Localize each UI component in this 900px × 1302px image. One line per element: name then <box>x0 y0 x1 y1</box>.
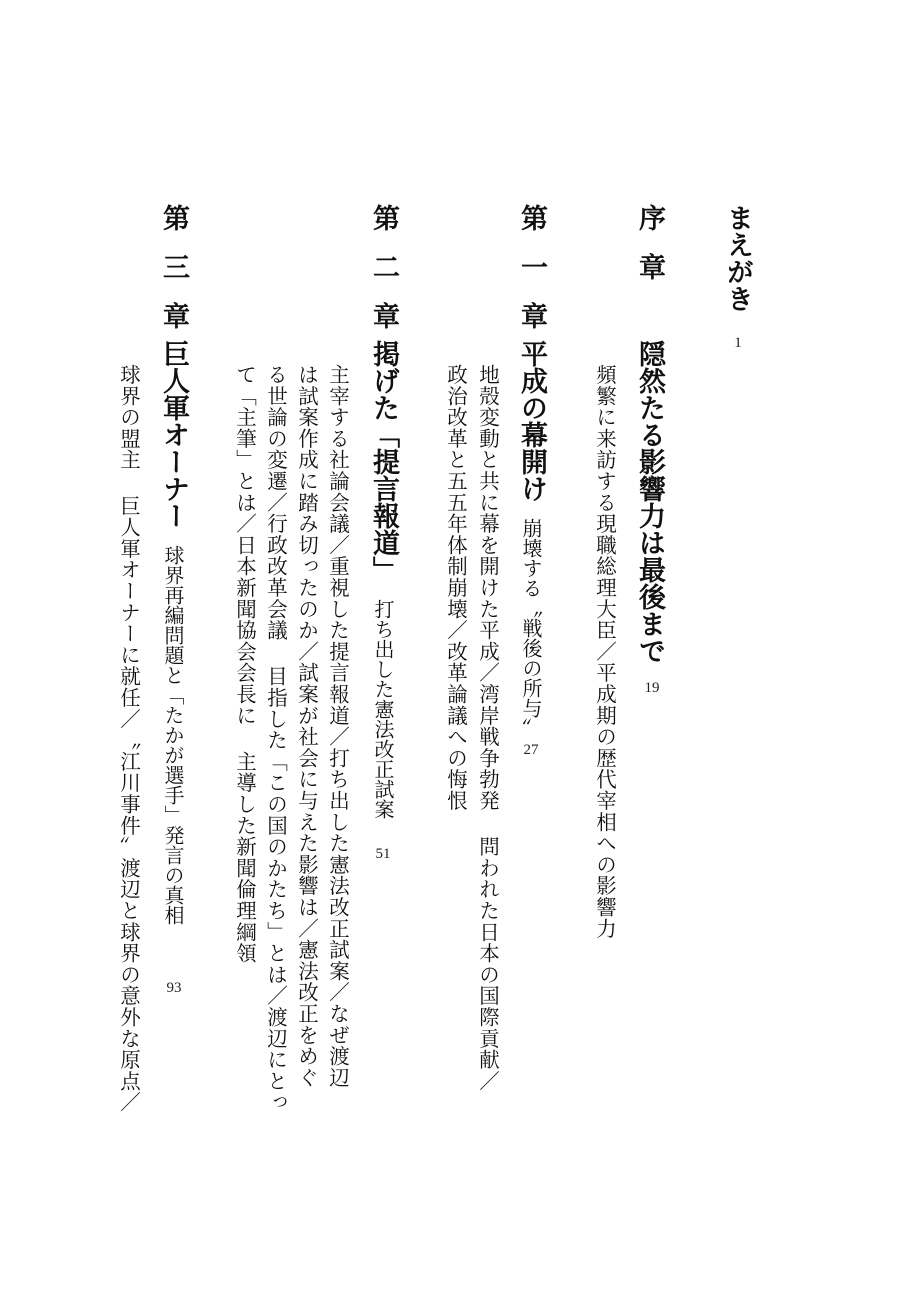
page-number-chapter2: 51 <box>375 846 391 862</box>
page-number-josho: 19 <box>644 680 660 696</box>
chapter2-section-line-1: 主宰する社論会議／重視した提言報道／打ち出した憲法改正試案／なぜ渡辺 <box>325 364 350 1089</box>
chapter2-section-line-4: て「主筆」とは／日本新聞協会会長に 主導した新聞倫理綱領 <box>232 364 257 964</box>
chapter2-label: 第二章 <box>368 204 399 351</box>
josho-title: 隠然たる影響力は最後まで <box>634 340 665 664</box>
chapter1-title: 平成の幕開け <box>516 340 547 502</box>
toc-entry-chapter2[interactable] <box>370 204 397 351</box>
page-number-chapter3: 93 <box>166 980 182 996</box>
chapter1-section-line-2: 政治改革と五五年体制崩壊／改革論議への悔恨 <box>443 364 468 812</box>
josho-label: 序章 <box>634 204 665 302</box>
maegaki-title: まえがき <box>722 204 753 312</box>
chapter1-title-block <box>518 340 545 738</box>
chapter3-subtitle: 球界再編問題と「たかが選手」発言の真相 <box>161 545 185 925</box>
chapter2-section-line-2: は試案作成に踏み切ったのか／試案が社会に与えた影響は／憲法改正をめぐ <box>294 364 319 1089</box>
toc-entry-maegaki[interactable] <box>724 204 751 312</box>
chapter3-title-block <box>160 340 187 925</box>
chapter1-subtitle: 崩壊する〝戦後の所与〟 <box>519 518 543 738</box>
chapter2-section-line-3: る世論の変遷／行政改革会議 目指した「この国のかたち」とは／渡辺にとっ <box>263 364 288 1113</box>
toc-entry-josho[interactable] <box>636 204 663 302</box>
page-number-maegaki: 1 <box>734 335 742 351</box>
chapter2-subtitle: 打ち出した憲法改正試案 <box>371 599 395 819</box>
josho-section-line-1: 頻繁に来訪する現職総理大臣／平成期の歴代宰相への影響力 <box>592 364 617 940</box>
chapter1-label: 第一章 <box>516 204 547 351</box>
chapter2-title-block <box>370 340 397 819</box>
chapter2-title: 掲げた「提言報道」 <box>368 340 399 583</box>
chapter3-title: 巨人軍オーナー <box>158 340 189 529</box>
toc-entry-chapter3[interactable] <box>160 204 187 351</box>
chapter3-label: 第三章 <box>158 204 189 351</box>
page-number-chapter1: 27 <box>523 742 539 758</box>
chapter3-section-line-1: 球界の盟主 巨人軍オーナーに就任／〝江川事件〟渡辺と球界の意外な原点／ <box>116 364 141 1113</box>
chapter1-section-line-1: 地殻変動と共に幕を開けた平成／湾岸戦争勃発 問われた日本の国際貢献／ <box>475 364 500 1092</box>
toc-entry-chapter1[interactable] <box>518 204 545 351</box>
